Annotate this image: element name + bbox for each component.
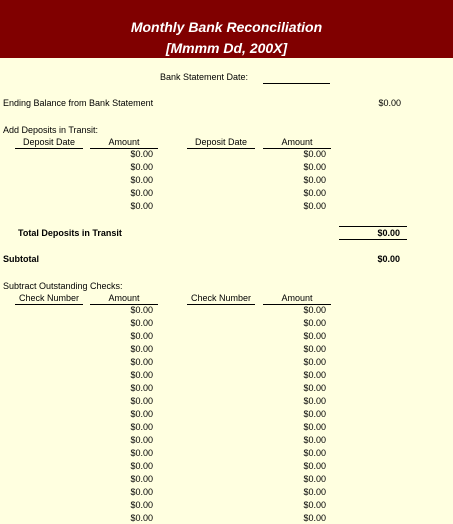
- check-amount-cell[interactable]: $0.00: [130, 396, 153, 406]
- check-amount-cell[interactable]: $0.00: [303, 331, 326, 341]
- deposit-amount-cell[interactable]: $0.00: [303, 162, 326, 172]
- total-deposits-label: Total Deposits in Transit: [18, 228, 122, 238]
- check-amount-cell[interactable]: $0.00: [303, 409, 326, 419]
- check-amount-cell[interactable]: $0.00: [130, 448, 153, 458]
- check-amount-cell[interactable]: $0.00: [303, 396, 326, 406]
- statement-date-field[interactable]: [263, 83, 330, 84]
- header-underline: [15, 148, 83, 149]
- deposit-amount-header-right: Amount: [281, 137, 313, 147]
- check-amount-cell[interactable]: $0.00: [130, 474, 153, 484]
- check-amount-cell[interactable]: $0.00: [130, 435, 153, 445]
- deposit-amount-cell[interactable]: $0.00: [303, 188, 326, 198]
- report-title: Monthly Bank Reconciliation: [130, 19, 323, 35]
- check-number-header-left: Check Number: [18, 293, 80, 303]
- check-amount-cell[interactable]: $0.00: [130, 344, 153, 354]
- check-amount-cell[interactable]: $0.00: [303, 448, 326, 458]
- check-amount-cell[interactable]: $0.00: [303, 474, 326, 484]
- subtotal-label: Subtotal: [3, 254, 39, 264]
- check-amount-cell[interactable]: $0.00: [303, 461, 326, 471]
- check-amount-cell[interactable]: $0.00: [130, 409, 153, 419]
- deposit-amount-cell[interactable]: $0.00: [130, 175, 153, 185]
- check-amount-cell[interactable]: $0.00: [303, 318, 326, 328]
- check-amount-cell[interactable]: $0.00: [303, 344, 326, 354]
- check-amount-cell[interactable]: $0.00: [303, 513, 326, 523]
- check-amount-cell[interactable]: $0.00: [130, 370, 153, 380]
- statement-date-label: Bank Statement Date:: [160, 72, 249, 82]
- deposit-amount-cell[interactable]: $0.00: [130, 188, 153, 198]
- check-number-header-right: Check Number: [190, 293, 252, 303]
- header-underline: [187, 148, 255, 149]
- ending-balance-label: Ending Balance from Bank Statement: [3, 98, 154, 108]
- check-amount-cell[interactable]: $0.00: [303, 500, 326, 510]
- check-amount-cell[interactable]: $0.00: [303, 487, 326, 497]
- deposit-amount-cell[interactable]: $0.00: [130, 149, 153, 159]
- deposit-amount-cell[interactable]: $0.00: [130, 201, 153, 211]
- total-underline: [339, 226, 407, 227]
- check-amount-cell[interactable]: $0.00: [130, 487, 153, 497]
- deposit-amount-cell[interactable]: $0.00: [303, 149, 326, 159]
- check-amount-cell[interactable]: $0.00: [130, 357, 153, 367]
- header-underline: [15, 304, 83, 305]
- deposit-date-header-left: Deposit Date: [22, 137, 76, 147]
- check-amount-cell[interactable]: $0.00: [130, 500, 153, 510]
- check-amount-cell[interactable]: $0.00: [303, 357, 326, 367]
- deposit-date-header-right: Deposit Date: [194, 137, 248, 147]
- total-underline: [339, 239, 407, 240]
- check-amount-cell[interactable]: $0.00: [303, 422, 326, 432]
- check-amount-cell[interactable]: $0.00: [303, 435, 326, 445]
- deposit-amount-cell[interactable]: $0.00: [130, 162, 153, 172]
- check-amount-cell[interactable]: $0.00: [130, 383, 153, 393]
- check-amount-cell[interactable]: $0.00: [130, 461, 153, 471]
- check-amount-header-left: Amount: [108, 293, 140, 303]
- ending-balance-value[interactable]: $0.00: [378, 98, 401, 108]
- check-amount-cell[interactable]: $0.00: [303, 383, 326, 393]
- deposits-section-label: Add Deposits in Transit:: [3, 125, 99, 135]
- check-amount-cell[interactable]: $0.00: [130, 422, 153, 432]
- header-underline: [187, 304, 255, 305]
- deposit-amount-header-left: Amount: [108, 137, 140, 147]
- check-amount-header-right: Amount: [281, 293, 313, 303]
- deposit-amount-cell[interactable]: $0.00: [303, 201, 326, 211]
- report-header: [0, 0, 453, 58]
- subtotal-value: $0.00: [377, 254, 400, 264]
- check-amount-cell[interactable]: $0.00: [303, 305, 326, 315]
- check-amount-cell[interactable]: $0.00: [130, 305, 153, 315]
- total-deposits-value: $0.00: [377, 228, 400, 238]
- check-amount-cell[interactable]: $0.00: [130, 318, 153, 328]
- check-amount-cell[interactable]: $0.00: [130, 513, 153, 523]
- checks-section-label: Subtract Outstanding Checks:: [3, 281, 123, 291]
- deposit-amount-cell[interactable]: $0.00: [303, 175, 326, 185]
- report-date[interactable]: [Mmmm Dd, 200X]: [165, 40, 288, 56]
- check-amount-cell[interactable]: $0.00: [303, 370, 326, 380]
- check-amount-cell[interactable]: $0.00: [130, 331, 153, 341]
